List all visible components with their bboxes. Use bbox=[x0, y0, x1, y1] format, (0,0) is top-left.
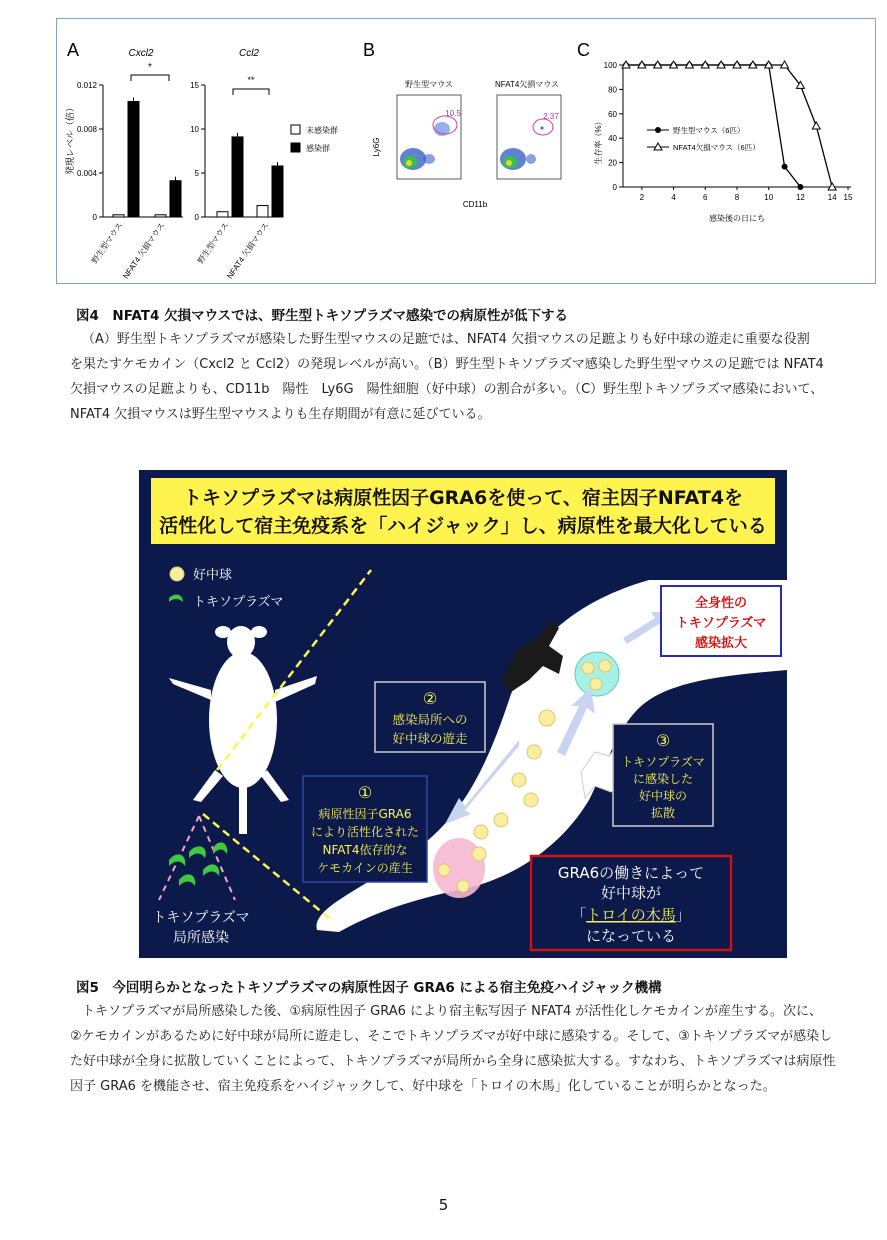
infected-neutrophil bbox=[599, 660, 611, 672]
trojan-quote-close: 」 bbox=[675, 906, 691, 924]
step-3-text: に感染した bbox=[632, 772, 694, 786]
cxcl2-yticks bbox=[77, 81, 103, 222]
step-1-number: ① bbox=[357, 783, 373, 802]
panel-a-ylabel: 発現レベル（倍） bbox=[65, 102, 75, 176]
ccl2-sig-bracket bbox=[233, 89, 269, 95]
survival-xticks bbox=[640, 187, 853, 202]
fig5-text-line: ②ケモカインがあるために好中球が局所に遊走し、そこでトキソプラズマが好中球に感染する。そして、③トキソプラズマが感染し bbox=[70, 1029, 833, 1044]
survival-ytick-label: 20 bbox=[608, 158, 617, 168]
cxcl2-ytick: 0.012 bbox=[76, 81, 97, 90]
fig4-text-line: を果たすケモカイン（Cxcl2 と Ccl2）の発現レベルが高い。（B）野生型トキソプラズマ感染した野生型マウスの足蹠では NFAT4 bbox=[70, 357, 824, 372]
ccl2-ytick: 15 bbox=[190, 81, 199, 90]
systemic-text: 感染拡大 bbox=[694, 636, 748, 651]
trojan-text: GRA6の働きによって bbox=[557, 864, 705, 882]
bar bbox=[170, 181, 181, 217]
flow-ylabel: Ly6G bbox=[372, 137, 381, 157]
bar bbox=[155, 215, 166, 217]
survival-ytick-label: 80 bbox=[608, 85, 617, 95]
step-2-text: 感染局所への bbox=[392, 712, 468, 727]
flow-col2: NFAT4欠損マウス bbox=[494, 80, 560, 89]
flow-plot-ko bbox=[497, 95, 561, 179]
ccl2-xlabel: 野生型マウス bbox=[195, 220, 231, 266]
fig5-text-line: た好中球が全身に拡散していくことによって、トキソプラズマが局所から全身に感染拡大する。すなわち、トキソプラズマは病原性 bbox=[70, 1054, 836, 1069]
fig5-text-line: トキソプラズマが局所感染した後、①病原性因子 GRA6 により宿主転写因子 NFAT4 が活性化しケモカインが産生する。次に、 bbox=[82, 1004, 822, 1019]
fig4-text-line: 欠損マウスの足蹠よりも、CD11b 陽性 Ly6G 陽性細胞（好中球）の割合が多い。（C）野生型トキソプラズマ感染において、 bbox=[70, 382, 824, 397]
panel-a-label: A bbox=[67, 40, 80, 60]
step-3-text: トキソプラズマ bbox=[621, 755, 705, 769]
legend-infected: 感染群 bbox=[306, 144, 330, 153]
bar bbox=[217, 212, 228, 217]
trojan-highlight bbox=[571, 906, 691, 924]
trojan-quote-open: 「 bbox=[571, 906, 587, 924]
step-2-number: ② bbox=[422, 689, 438, 708]
legend-neutrophil-icon bbox=[170, 567, 184, 581]
survival-ytick-label: 100 bbox=[603, 61, 617, 70]
fig4-text-line: （A）野生型トキソプラズマが感染した野生型マウスの足蹠では、NFAT4 欠損マウスの足蹠よりも好中球の遊走に重要な役割 bbox=[82, 332, 810, 347]
ccl2-ytick: 0 bbox=[194, 213, 199, 222]
panel-b-label: B bbox=[363, 40, 376, 60]
step-1-text: NFAT4依存的な bbox=[322, 843, 408, 857]
survival-ytick-label: 60 bbox=[608, 109, 617, 119]
ccl2-yticks bbox=[190, 81, 205, 222]
cxcl2-xlabel: NFAT4 欠損マウス bbox=[121, 220, 167, 281]
cxcl2-sig-bracket bbox=[131, 75, 169, 81]
cxcl2-ytick: 0.008 bbox=[76, 125, 97, 134]
cxcl2-title: Cxcl2 bbox=[128, 48, 154, 59]
survival-legend-wt: 野生型マウス（6匹） bbox=[673, 126, 745, 135]
survival-xtick-label: 4 bbox=[671, 193, 676, 202]
survival-xtick-label: 12 bbox=[795, 193, 805, 202]
systemic-text: トキソプラズマ bbox=[675, 616, 767, 631]
flow-val-wt: 10.5 bbox=[445, 109, 461, 118]
survival-point-wt bbox=[797, 184, 803, 190]
legend-uninfected: 未感染群 bbox=[306, 126, 338, 135]
ccl2-title: Ccl2 bbox=[238, 48, 260, 59]
survival-xtick-label: 14 bbox=[827, 193, 837, 202]
flow-xlabel: CD11b bbox=[462, 200, 488, 209]
step-1-text: により活性化された bbox=[310, 825, 420, 839]
survival-xlabel: 感染後の日にち bbox=[709, 214, 765, 223]
legend-swatch-infected bbox=[291, 143, 300, 152]
bar bbox=[128, 102, 139, 218]
step-1-text: 病原性因子GRA6 bbox=[318, 807, 412, 821]
step-2-text: 好中球の遊走 bbox=[392, 731, 468, 746]
local-infection-label: 局所感染 bbox=[173, 930, 229, 946]
ccl2-xlabel: NFAT4 欠損マウス bbox=[225, 220, 271, 281]
fig5-title-line1: トキソプラズマは病原性因子GRA6を使って、宿主因子NFAT4を bbox=[183, 487, 743, 509]
fig5-title-line2: 活性化して宿主免疫系を「ハイジャック」し、病原性を最大化している bbox=[159, 515, 767, 537]
survival-ylabel: 生存率（%） bbox=[594, 117, 603, 165]
ccl2-ytick: 10 bbox=[190, 125, 199, 134]
figure-5 bbox=[139, 470, 787, 958]
infected-neutrophil bbox=[582, 662, 594, 674]
ccl2-sig: ** bbox=[247, 75, 255, 85]
step-3-text: 好中球の bbox=[638, 789, 688, 803]
step-1-text: ケモカインの産生 bbox=[317, 861, 413, 875]
survival-legend-marker-wt bbox=[655, 127, 661, 133]
systemic-text: 全身性の bbox=[694, 596, 748, 611]
survival-legend-ko: NFAT4欠損マウス（6匹） bbox=[673, 143, 760, 152]
local-infection-label: トキソプラズマ bbox=[152, 910, 250, 926]
flow-col1: 野生型マウス bbox=[405, 80, 453, 89]
ccl2-ytick: 5 bbox=[194, 169, 199, 178]
cxcl2-sig: * bbox=[148, 62, 152, 73]
step-3-text: 拡散 bbox=[650, 806, 676, 820]
figure-4-description bbox=[70, 327, 850, 427]
survival-point-ko bbox=[812, 122, 820, 129]
bar bbox=[232, 137, 243, 217]
fig5-text-line: 因子 GRA6 を機能させ、宿主免疫系をハイジャックして、好中球を「トロイの木馬」化していることが明らかとなった。 bbox=[70, 1079, 776, 1094]
bar bbox=[272, 166, 283, 217]
fig4-text-line: NFAT4 欠損マウスは野生型マウスよりも生存期間が有意に延びている。 bbox=[70, 407, 491, 422]
survival-ytick-label: 40 bbox=[608, 134, 617, 144]
cxcl2-ytick: 0 bbox=[92, 213, 97, 222]
legend-swatch-uninfected bbox=[291, 125, 300, 134]
legend-toxoplasma: トキソプラズマ bbox=[193, 595, 284, 610]
page-number: 5 bbox=[438, 1196, 449, 1214]
figure-4-caption: 図4 NFAT4 欠損マウスでは、野生型トキソプラズマ感染での病原性が低下する bbox=[76, 308, 568, 324]
figure-5-caption: 図5 今回明らかとなったトキソプラズマの病原性因子 GRA6 による宿主免疫ハイジャック機構 bbox=[76, 980, 662, 996]
figure-5-description bbox=[70, 999, 850, 1099]
step-3-number: ③ bbox=[655, 731, 671, 750]
legend-neutrophil: 好中球 bbox=[193, 568, 233, 583]
cxcl2-bars bbox=[113, 98, 181, 218]
survival-point-wt bbox=[782, 164, 788, 170]
flow-plot-wt bbox=[397, 95, 461, 179]
survival-xtick-label: 8 bbox=[734, 193, 740, 202]
panel-c-label: C bbox=[577, 40, 590, 60]
infected-neutrophil bbox=[590, 678, 602, 690]
cxcl2-xlabel: 野生型マウス bbox=[89, 220, 125, 266]
trojan-horse-word: トロイの木馬 bbox=[586, 906, 676, 924]
survival-xtick-label: 2 bbox=[639, 193, 645, 202]
survival-xtick-label: 6 bbox=[703, 193, 708, 202]
flow-val-ko: 2.37 bbox=[543, 112, 559, 121]
cxcl2-ytick: 0.004 bbox=[76, 169, 97, 178]
ccl2-bars bbox=[217, 133, 283, 217]
survival-ytick-label: 0 bbox=[612, 183, 617, 192]
figure-4 bbox=[56, 18, 876, 284]
survival-yticks bbox=[604, 61, 623, 192]
bar bbox=[113, 215, 124, 217]
survival-xtick-label: 15 bbox=[843, 193, 853, 202]
bar bbox=[257, 206, 268, 217]
trojan-text: になっている bbox=[585, 927, 677, 945]
trojan-text: 好中球が bbox=[600, 884, 662, 902]
survival-xtick-label: 10 bbox=[764, 193, 774, 202]
